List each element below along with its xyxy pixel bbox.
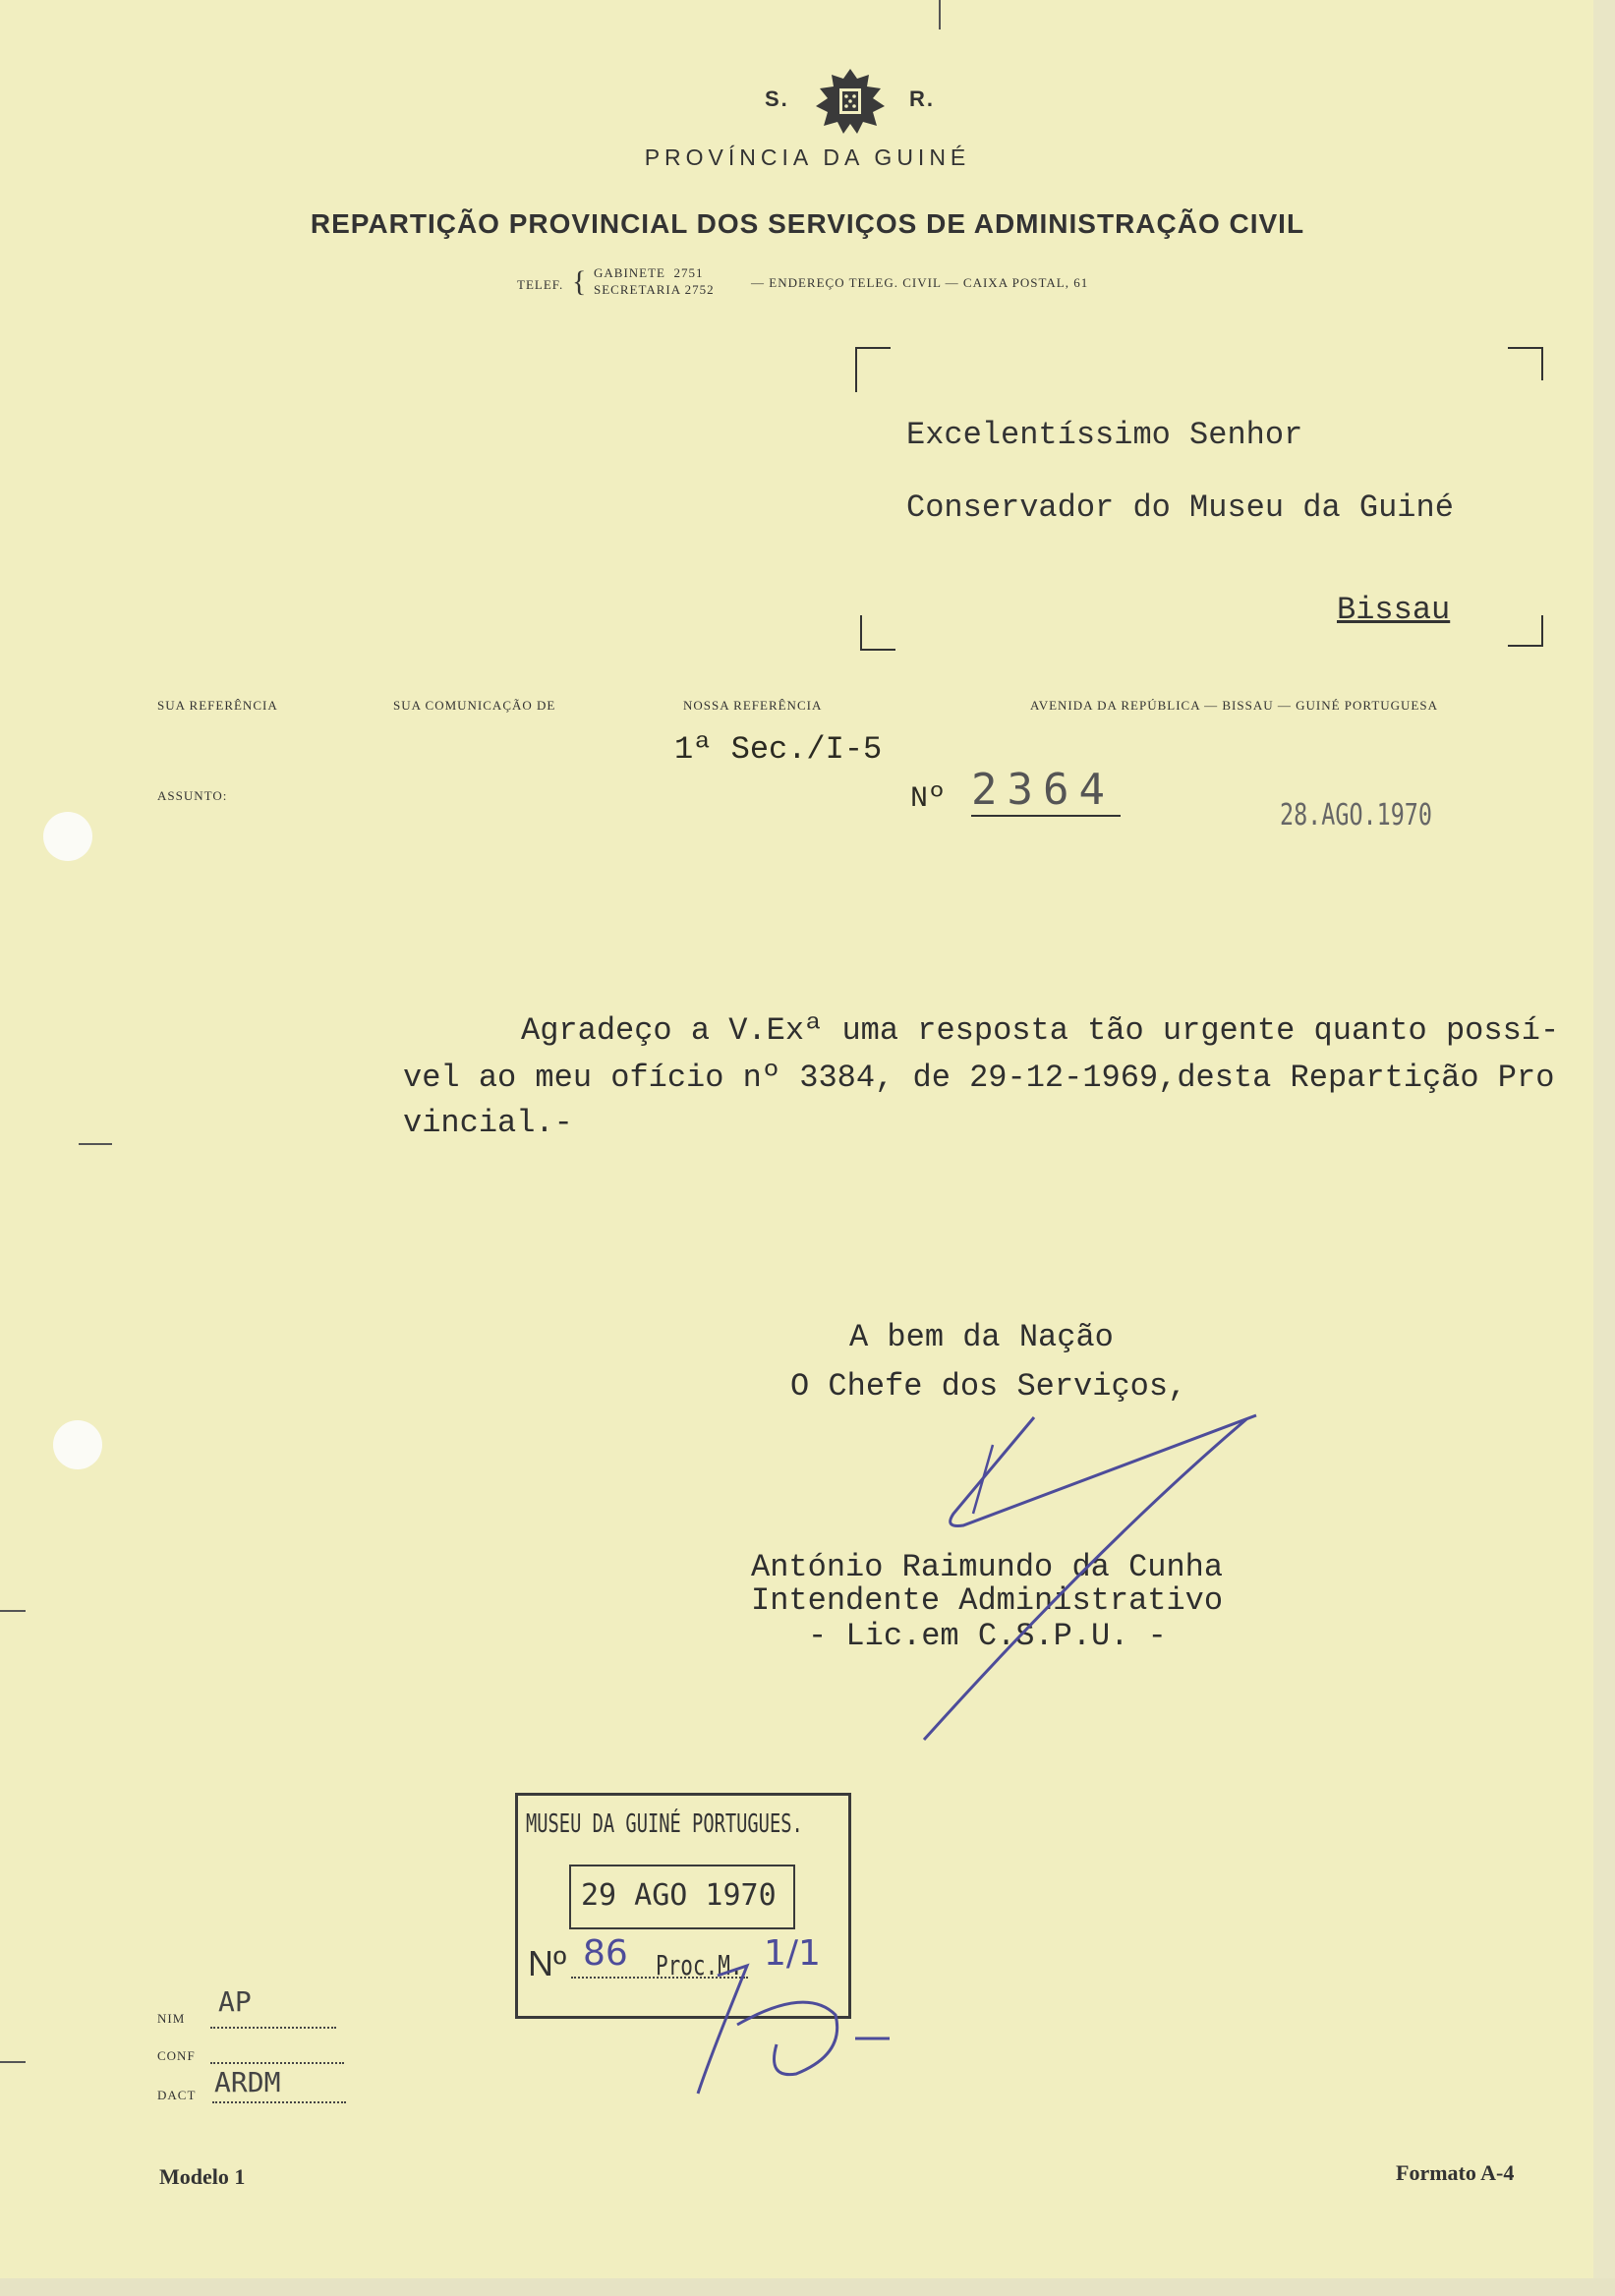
province-name: PROVÍNCIA DA GUINÉ: [644, 144, 971, 170]
punch-hole-top: [43, 812, 92, 861]
modelo-label: Modelo 1: [159, 2164, 246, 2189]
handwritten-initials: [688, 1956, 904, 2103]
coat-of-arms-emblem: [808, 65, 893, 138]
numero-value: 2364: [971, 765, 1121, 817]
stamp-proc-value: 1/1: [764, 1933, 821, 1974]
paper-right-edge: [1593, 0, 1615, 2296]
sua-referencia-label: SUA REFERÊNCIA: [157, 698, 278, 713]
signatory-name: António Raimundo da Cunha: [751, 1549, 1224, 1585]
addressee-title: Conservador do Museu da Guiné: [906, 489, 1454, 526]
s-letter: S.: [765, 86, 789, 111]
signatory-degree: - Lic.em C.S.P.U. -: [808, 1618, 1167, 1654]
closing-line-2: O Chefe dos Serviços,: [790, 1368, 1187, 1405]
phone-secretaria: SECRETARIA 2752: [594, 282, 715, 297]
department-name: REPARTIÇÃO PROVINCIAL DOS SERVIÇOS DE ADMINISTRAÇÃO CIVIL: [310, 208, 1305, 239]
assunto-label: ASSUNTO:: [157, 788, 228, 803]
stamp-date: 29 AGO 1970: [581, 1878, 777, 1913]
body-line-3: vincial.-: [403, 1105, 573, 1141]
brace-icon: {: [572, 265, 588, 298]
conf-line: [210, 2062, 344, 2064]
nossa-referencia-value: 1ª Sec./I-5: [674, 731, 883, 768]
margin-mark: [0, 2061, 26, 2063]
phone-gabinete: GABINETE 2751: [594, 265, 704, 280]
handwritten-signature: [806, 1406, 1278, 1759]
stamp-number-value: 86: [583, 1933, 628, 1974]
r-letter: R.: [909, 86, 935, 111]
addressee-salutation: Excelentíssimo Senhor: [906, 417, 1303, 453]
dact-label: DACT: [157, 2088, 197, 2102]
stamp-date-box: [569, 1865, 795, 1929]
punch-hole-bottom: [53, 1420, 102, 1469]
signatory-role: Intendente Administrativo: [751, 1582, 1224, 1619]
stamp-museum-name: MUSEU DA GUINÉ PORTUGUES.: [526, 1809, 803, 1839]
nim-value: AP: [218, 1985, 252, 2018]
address-label: AVENIDA DA REPÚBLICA — BISSAU — GUINÉ PORTUGUESA: [1030, 698, 1438, 713]
dact-value: ARDM: [214, 2066, 281, 2098]
sua-comunicacao-label: SUA COMUNICAÇÃO DE: [393, 698, 556, 713]
window-corner-tl: [855, 347, 891, 392]
stamp-proc-label: Proc.M.: [656, 1949, 743, 1981]
telegraph-address: — ENDEREÇO TELEG. CIVIL — CAIXA POSTAL, 61: [751, 275, 1089, 290]
top-edge-mark: [939, 0, 941, 29]
date-stamp: 28.AGO.1970: [1280, 798, 1432, 832]
margin-mark: [0, 1610, 26, 1612]
closing-line-1: A bem da Nação: [849, 1319, 1114, 1355]
formato-label: Formato A-4: [1396, 2160, 1515, 2185]
addressee-city: Bissau: [1337, 592, 1451, 628]
window-corner-br: [1508, 615, 1543, 647]
phone-prefix: TELEF.: [517, 277, 564, 292]
conf-label: CONF: [157, 2048, 196, 2063]
stamp-number-prefix: Nº: [528, 1943, 567, 1983]
body-line-2: vel ao meu ofício nº 3384, de 29-12-1969,desta Repartição Pro: [403, 1060, 1555, 1096]
body-line-1: Agradeço a V.Exª uma resposta tão urgente quanto possí-: [521, 1012, 1560, 1049]
fold-mark: [79, 1143, 112, 1145]
nim-line: [210, 2027, 336, 2029]
window-corner-tr: [1508, 347, 1543, 380]
window-corner-bl: [860, 615, 895, 651]
dact-line: [212, 2101, 346, 2103]
nim-label: NIM: [157, 2011, 186, 2026]
nossa-referencia-label: NOSSA REFERÊNCIA: [683, 698, 823, 713]
numero-prefix: Nº: [910, 782, 947, 816]
paper-bottom-edge: [0, 2278, 1615, 2296]
